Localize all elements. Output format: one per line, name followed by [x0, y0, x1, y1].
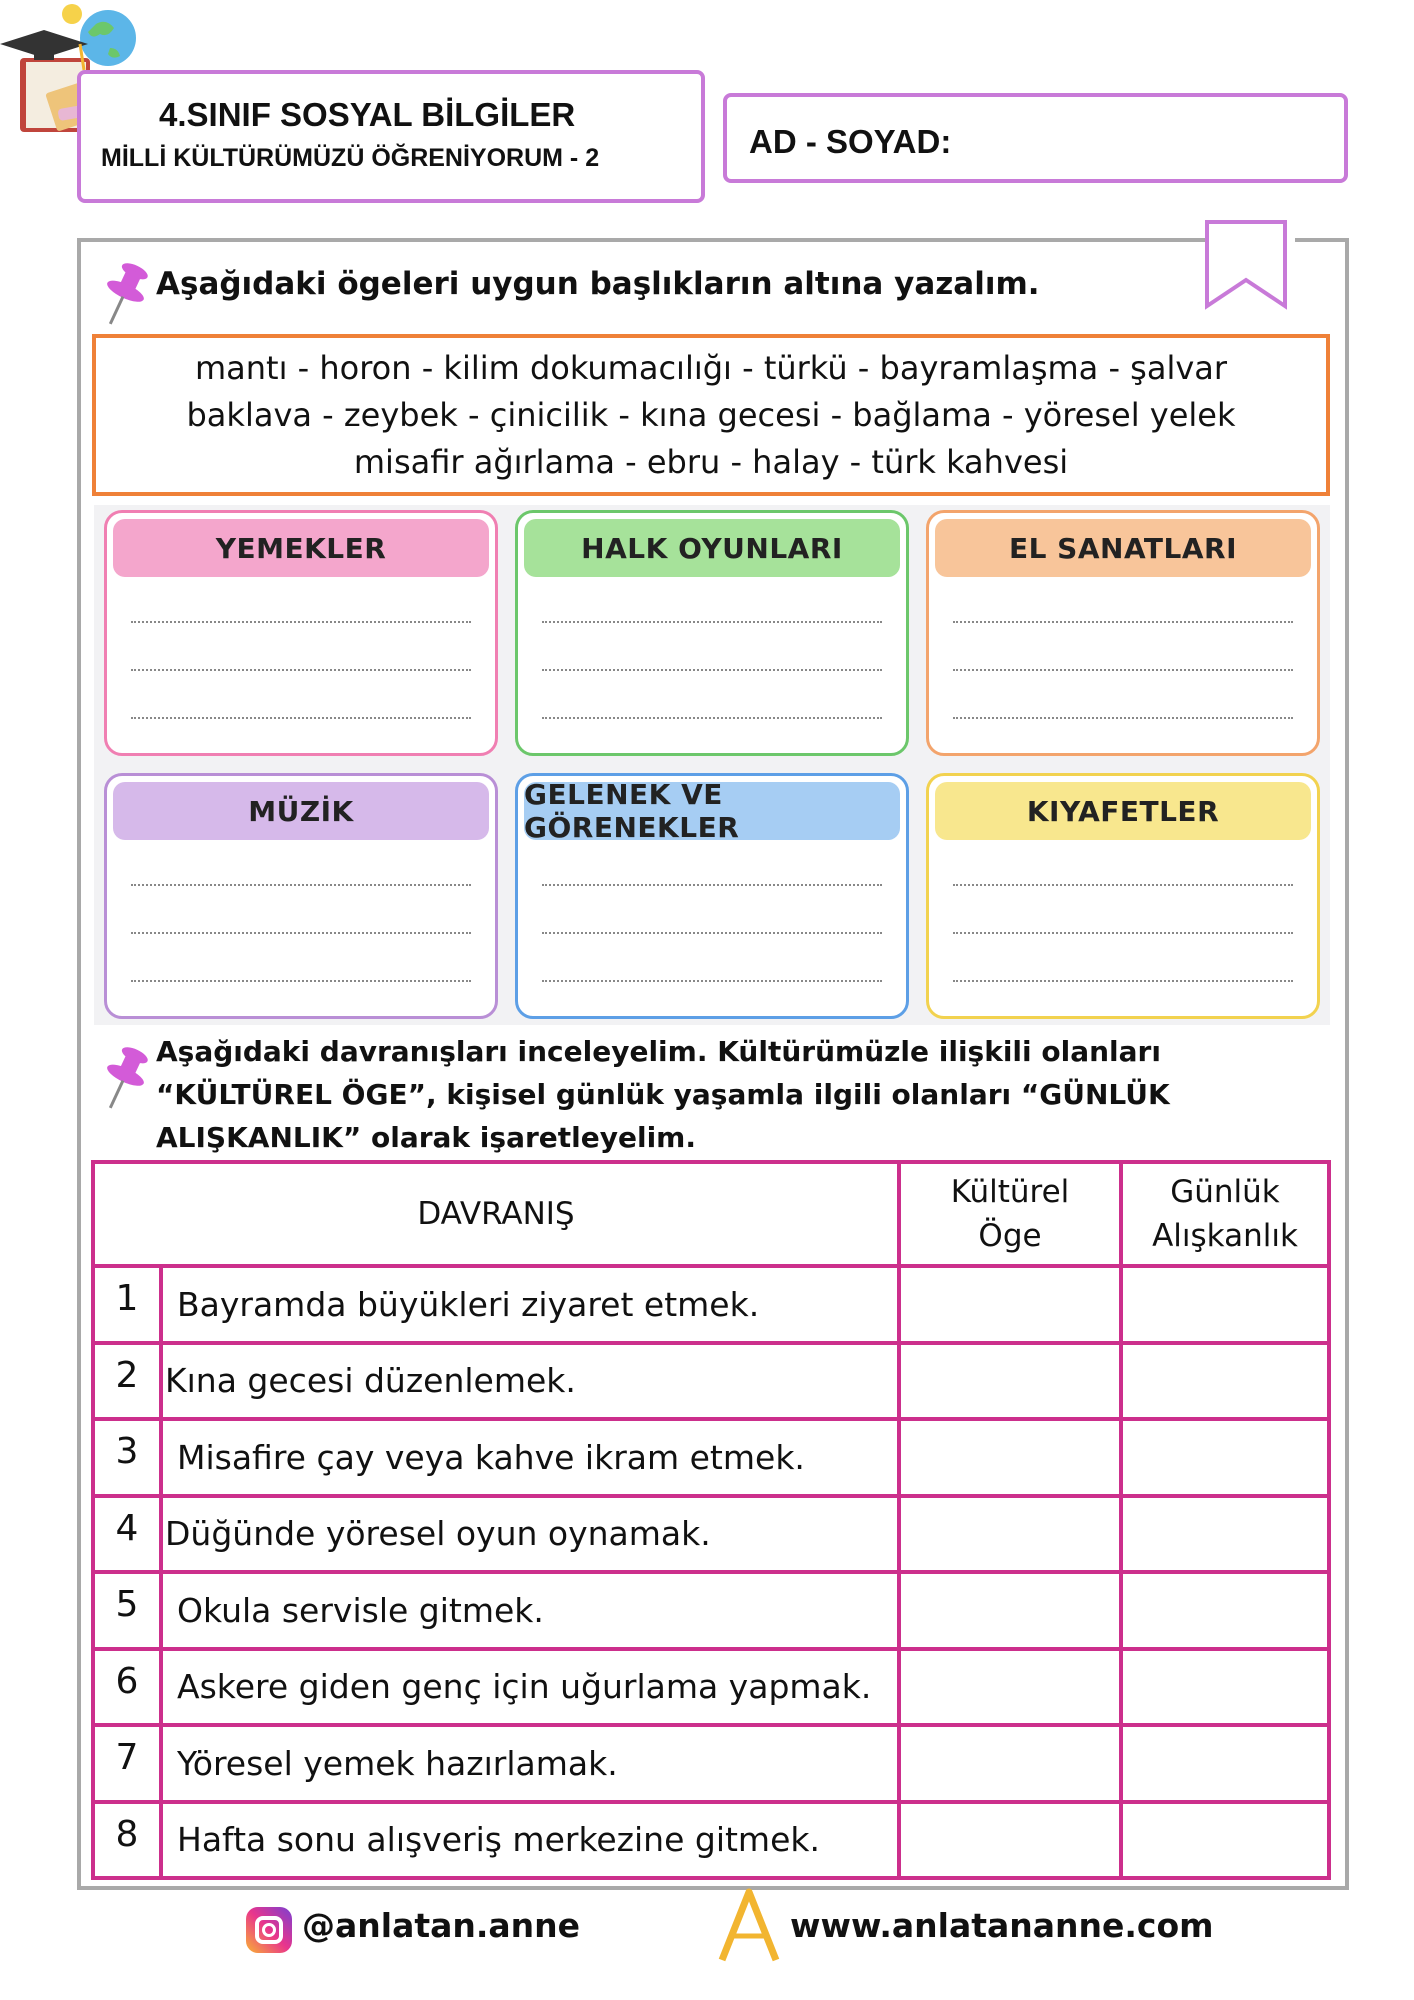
daily-checkbox-cell[interactable] — [1121, 1343, 1329, 1420]
cultural-checkbox-cell[interactable] — [899, 1343, 1121, 1420]
category-title: YEMEKLER — [113, 519, 489, 577]
row-behavior: Yöresel yemek hazırlamak. — [161, 1725, 899, 1802]
category-card-clothing[interactable] — [926, 773, 1320, 1019]
daily-checkbox-cell[interactable] — [1121, 1802, 1329, 1879]
row-number: 4 — [93, 1496, 161, 1573]
instagram-handle[interactable]: @anlatan.anne — [302, 1906, 581, 1945]
row-behavior: Düğünde yöresel oyun oynamak. — [161, 1496, 899, 1573]
cultural-checkbox-cell[interactable] — [899, 1496, 1121, 1573]
cultural-checkbox-cell[interactable] — [899, 1419, 1121, 1496]
table-row — [93, 1419, 1329, 1496]
title-box — [77, 70, 705, 203]
daily-checkbox-cell[interactable] — [1121, 1496, 1329, 1573]
category-card-food[interactable] — [104, 510, 498, 756]
cultural-checkbox-cell[interactable] — [899, 1725, 1121, 1802]
category-title: GELENEK VE GÖRENEKLER — [524, 782, 900, 840]
category-card-traditions[interactable] — [515, 773, 909, 1019]
category-title: KIYAFETLER — [935, 782, 1311, 840]
header-daily: Günlük Alışkanlık — [1121, 1162, 1329, 1266]
cultural-checkbox-cell[interactable] — [899, 1266, 1121, 1343]
row-behavior: Askere giden genç için uğurlama yapmak. — [161, 1649, 899, 1726]
row-number: 5 — [93, 1572, 161, 1649]
bookmark-icon — [1205, 220, 1295, 310]
row-number: 7 — [93, 1725, 161, 1802]
category-title: EL SANATLARI — [935, 519, 1311, 577]
category-title: HALK OYUNLARI — [524, 519, 900, 577]
table-row — [93, 1802, 1329, 1879]
daily-checkbox-cell[interactable] — [1121, 1649, 1329, 1726]
daily-checkbox-cell[interactable] — [1121, 1725, 1329, 1802]
row-number: 6 — [93, 1649, 161, 1726]
row-number: 8 — [93, 1802, 161, 1879]
daily-checkbox-cell[interactable] — [1121, 1419, 1329, 1496]
table-row — [93, 1266, 1329, 1343]
table-row — [93, 1343, 1329, 1420]
name-label: AD - SOYAD: — [749, 123, 952, 160]
daily-checkbox-cell[interactable] — [1121, 1572, 1329, 1649]
row-behavior: Bayramda büyükleri ziyaret etmek. — [161, 1266, 899, 1343]
instagram-icon — [246, 1907, 292, 1953]
header-behavior: DAVRANIŞ — [93, 1162, 899, 1266]
word-line: mantı - horon - kilim dokumacılığı - türkü - bayramlaşma - şalvar — [194, 348, 1228, 387]
table-row — [93, 1725, 1329, 1802]
category-cards — [94, 505, 1330, 1025]
worksheet-title: 4.SINIF SOSYAL BİLGİLER — [159, 96, 576, 133]
table-row — [93, 1649, 1329, 1726]
name-field-box[interactable] — [723, 93, 1348, 183]
row-number: 2 — [93, 1343, 161, 1420]
word-line: misafir ağırlama - ebru - halay - türk kahvesi — [353, 442, 1069, 481]
instruction-2: Aşağıdaki davranışları inceleyelim. Kültürümüzle ilişkili olanları “KÜLTÜREL ÖGE”, kişisel günlük yaşamla ilgili olanları “GÜNLÜK ALIŞKANLIK” olarak işaretleyelim. — [156, 1035, 1170, 1154]
word-line: baklava - zeybek - çinicilik - kına gecesi - bağlama - yöresel yelek — [186, 395, 1236, 434]
row-behavior: Kına gecesi düzenlemek. — [161, 1343, 899, 1420]
table-row — [93, 1496, 1329, 1573]
row-behavior: Okula servisle gitmek. — [161, 1572, 899, 1649]
row-behavior: Misafire çay veya kahve ikram etmek. — [161, 1419, 899, 1496]
website-link[interactable]: www.anlatananne.com — [790, 1906, 1214, 1945]
category-card-handicrafts[interactable] — [926, 510, 1320, 756]
word-bank — [92, 334, 1330, 496]
worksheet-subtitle: MİLLİ KÜLTÜRÜMÜZÜ ÖĞRENİYORUM - 2 — [101, 144, 600, 172]
row-behavior: Hafta sonu alışveriş merkezine gitmek. — [161, 1802, 899, 1879]
cultural-checkbox-cell[interactable] — [899, 1802, 1121, 1879]
category-card-music[interactable] — [104, 773, 498, 1019]
row-number: 3 — [93, 1419, 161, 1496]
header-cultural: Kültürel Öge — [899, 1162, 1121, 1266]
pushpin-icon — [92, 1042, 152, 1114]
category-title: MÜZİK — [113, 782, 489, 840]
table-row — [93, 1572, 1329, 1649]
instruction-1: Aşağıdaki ögeleri uygun başlıkların altına yazalım. — [156, 266, 1040, 302]
row-number: 1 — [93, 1266, 161, 1343]
daily-checkbox-cell[interactable] — [1121, 1266, 1329, 1343]
category-card-folk-dances[interactable] — [515, 510, 909, 756]
cultural-checkbox-cell[interactable] — [899, 1572, 1121, 1649]
cultural-checkbox-cell[interactable] — [899, 1649, 1121, 1726]
pushpin-icon — [92, 258, 152, 330]
behavior-table — [91, 1160, 1331, 1880]
anlatananne-logo-icon — [716, 1888, 782, 1964]
